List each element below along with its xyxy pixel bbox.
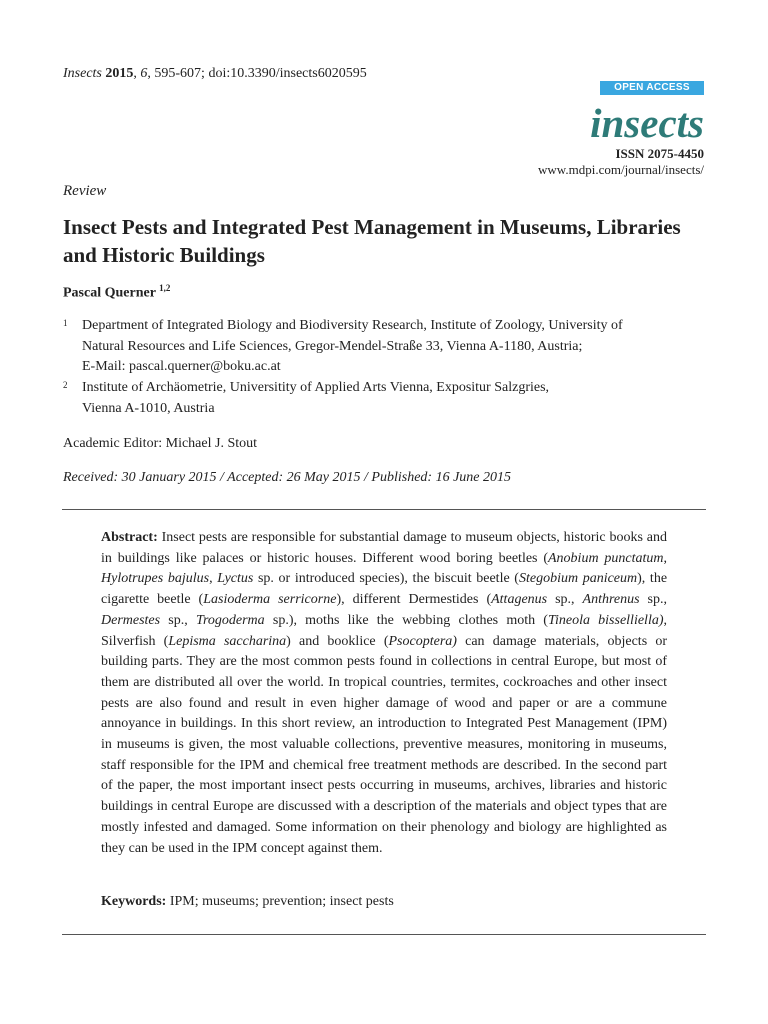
abstract-text: ), the cigarette beetle ( — [101, 571, 668, 608]
article-type: Review — [63, 183, 107, 199]
keywords-text: IPM; museums; prevention; insect pests — [166, 894, 394, 909]
bottom-divider — [62, 934, 706, 935]
citation-volume: 6 — [140, 66, 148, 81]
citation-year: 2015 — [105, 66, 134, 81]
species-name: Lasioderma serricorne — [203, 592, 337, 608]
species-name: Psocoptera) — [388, 633, 457, 649]
affiliation-line: Vienna A-1010, Austria — [82, 400, 215, 416]
affiliation-1 — [63, 316, 713, 378]
paper-title: Insect Pests and Integrated Pest Management in Museums, Libraries and Historic Buildings — [63, 215, 681, 267]
journal-url[interactable]: www.mdpi.com/journal/insects/ — [538, 162, 704, 177]
species-name: Lepisma saccharina — [168, 633, 287, 649]
abstract-text: , Silverfish ( — [101, 612, 667, 649]
affiliation-number: 2 — [63, 380, 68, 390]
species-name: Attagenus — [491, 592, 548, 608]
author-name: Pascal Querner — [63, 285, 156, 301]
species-name: Trogoderma — [195, 612, 265, 628]
affiliation-2 — [63, 378, 713, 419]
affiliation-email[interactable]: E-Mail: pascal.querner@boku.ac.at — [82, 359, 281, 374]
abstract-label: Abstract: — [101, 530, 158, 545]
keywords-label: Keywords: — [101, 894, 167, 909]
abstract-text: can damage materials, objects or building parts. They are the most common pests found in collections in central Europe, but most of them are distributed all over the world. In tropical countries, termites, cockroaches and other insect pests are also found and result in even higher damage of wood and paper or are a commune annoyance in buildings. In this short review, an introduction to Integrated Pest Management (IPM) in museums is given, the most valuable collections, preventive measures, monitoring in museums, staff responsible for the IPM and chemical free treatment methods are described. In the second part of the paper, the most important insect pests occurring in museums, archives, libraries and historic buildings in central Europe are discussed with a description of the materials and object types that are mostly infested and damaged. Some information on their phenology and biology are highlighted as they can be used in the IPM concept against them. — [101, 633, 667, 856]
affiliation-number: 1 — [63, 318, 68, 328]
abstract-text: , — [663, 550, 668, 566]
citation-rest: , 595-607; doi:10.3390/insects6020595 — [147, 66, 367, 81]
publication-dates: Received: 30 January 2015 / Accepted: 26 May 2015 / Published: 16 June 2015 — [63, 470, 511, 485]
species-name: Lyctus — [217, 571, 254, 587]
affiliation-line: Department of Integrated Biology and Biodiversity Research, Institute of Zoology, University of — [82, 318, 623, 333]
species-name: Anthrenus — [582, 592, 640, 608]
author-affiliation-marks: 1,2 — [159, 283, 171, 293]
author — [63, 283, 170, 302]
citation-line: Insects 2015, 6, 595-607; doi:10.3390/insects6020595 — [63, 66, 367, 81]
abstract-text: ), different Dermestides ( — [336, 592, 492, 608]
species-name: Dermestes — [101, 612, 161, 628]
keywords — [101, 894, 394, 910]
abstract-text: sp., — [160, 612, 196, 628]
species-name: Anobium punctatum — [548, 550, 664, 566]
species-name: Stegobium paniceum — [518, 571, 638, 587]
citation-journal: Insects — [63, 66, 102, 81]
open-access-badge: OPEN ACCESS — [600, 81, 704, 95]
academic-editor: Academic Editor: Michael J. Stout — [63, 436, 258, 451]
abstract-text: Insect pests are responsible for substantial damage to museum objects, historic books and in buildings like palaces or historic houses. Different wood boring beetles ( — [101, 530, 667, 566]
abstract-text: sp. or introduced species), the biscuit beetle ( — [253, 571, 519, 587]
abstract-text: sp., — [639, 592, 667, 608]
abstract-text: sp., — [547, 592, 583, 608]
abstract-text: , — [209, 571, 218, 587]
species-name: Hylotrupes bajulus — [101, 571, 210, 587]
top-divider — [62, 509, 706, 510]
species-name: Tineola bisselliella) — [547, 612, 664, 628]
abstract — [101, 528, 667, 859]
abstract-body — [101, 530, 667, 856]
abstract-text: ) and booklice ( — [286, 633, 389, 649]
issn: ISSN 2075-4450 — [615, 146, 704, 161]
journal-logo: insects — [590, 100, 704, 146]
abstract-text: sp.), moths like the webbing clothes moth ( — [264, 612, 548, 628]
affiliation-line: Natural Resources and Life Sciences, Gregor-Mendel-Straße 33, Vienna A-1180, Austria; — [82, 338, 583, 354]
affiliation-line: Institute of Archäometrie, Universitity of Applied Arts Vienna, Expositur Salzgries, — [82, 380, 550, 395]
